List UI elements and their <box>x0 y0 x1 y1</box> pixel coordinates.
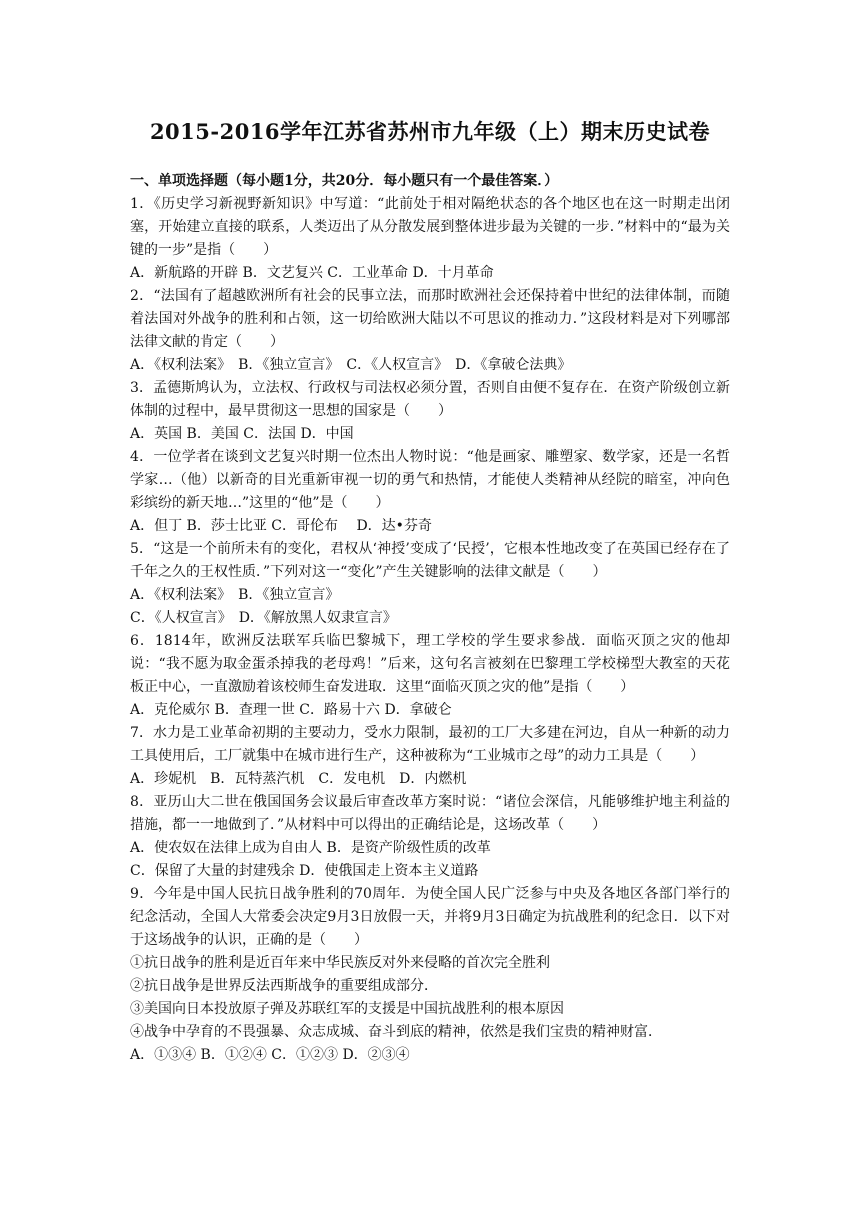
question-options: C．《人权宣言》 D．《解放黑人奴隶宣言》 <box>130 610 397 626</box>
question-options: A．①③④ B．①②④ C．①②③ D．②③④ <box>130 1047 410 1063</box>
question-options: A．克伦威尔 B．查理一世 C．路易十六 D．拿破仑 <box>130 702 452 718</box>
question-stem: 9．今年是中国人民抗日战争胜利的70周年．为使全国人民广泛参与中央及各地区各部门举行的纪念活动，全国人大常委会决定9月3日放假一天，并将9月3日确定为抗战胜利的纪念日．以下对于这场战争的认识，正确的是（ ） <box>130 886 730 948</box>
question-6 <box>130 630 730 722</box>
question-9 <box>130 883 730 1067</box>
question-stem: 3．孟德斯鸠认为，立法权、行政权与司法权必须分置，否则自由便不复存在．在资产阶级创立新体制的过程中，最早贯彻这一思想的国家是（ ） <box>130 380 730 419</box>
question-7 <box>130 722 730 791</box>
question-options: A．使农奴在法律上成为自由人 B．是资产阶级性质的改革 <box>130 840 491 856</box>
statement-item: ③美国向日本投放原子弹及苏联红军的支援是中国抗战胜利的根本原因 <box>130 1001 564 1017</box>
statement-item: ①抗日战争的胜利是近百年来中华民族反对外来侵略的首次完全胜利 <box>130 955 550 971</box>
question-4 <box>130 446 730 538</box>
question-2 <box>130 285 730 377</box>
question-options: C．保留了大量的封建残余 D．使俄国走上资本主义道路 <box>130 863 479 879</box>
statement-item: ②抗日战争是世界反法西斯战争的重要组成部分． <box>130 978 438 994</box>
question-stem: 1．《历史学习新视野新知识》中写道：“此前处于相对隔绝状态的各个地区也在这一时期走出闭塞，开始建立直接的联系，人类迈出了从分散发展到整体进步最为关键的一步．”材料中的“最为关键的一步”是指（ ） <box>130 196 730 258</box>
section-heading: 一、单项选择题（每小题1分，共20分．每小题只有一个最佳答案．） <box>130 173 559 189</box>
question-stem: 8．亚历山大二世在俄国国务会议最后审查改革方案时说：“诸位会深信，凡能够维护地主利益的措施，都一一地做到了．”从材料中可以得出的正确结论是，这场改革（ ） <box>130 794 730 833</box>
question-stem: 5．“这是一个前所未有的变化，君权从‘神授’变成了‘民授’，它根本性地改变了在英国已经存在了千年之久的王权性质．”下列对这一“变化”产生关键影响的法律文献是（ ） <box>130 541 730 580</box>
question-options: A．《权利法案》 B．《独立宣言》 C．《人权宣言》 D．《拿破仑法典》 <box>130 357 572 373</box>
question-stem: 4．一位学者在谈到文艺复兴时期一位杰出人物时说：“他是画家、雕塑家、数学家，还是一名哲学家…（他）以新奇的目光重新审视一切的勇气和热情，才能使人类精神从经院的暗室，冲向色彩缤纷的新天地…”这里的“他”是（ ） <box>130 449 730 511</box>
question-options: A．珍妮机 B．瓦特蒸汽机 C．发电机 D．内燃机 <box>130 771 467 787</box>
statement-list <box>130 952 730 1044</box>
question-3 <box>130 377 730 446</box>
statement-item: ④战争中孕育的不畏强暴、众志成城、奋斗到底的精神，依然是我们宝贵的精神财富． <box>130 1024 662 1040</box>
question-stem: 2．“法国有了超越欧洲所有社会的民事立法，而那时欧洲社会还保持着中世纪的法律体制，而随着法国对外战争的胜利和占领，这一切给欧洲大陆以不可思议的推动力．”这段材料是对下列哪部法律文献的肯定（ ） <box>130 288 730 350</box>
question-options: A．英国 B．美国 C．法国 D．中国 <box>130 426 354 442</box>
exam-content <box>130 170 730 1067</box>
question-options: A．但丁 B．莎士比亚 C．哥伦布 D．达•芬奇 <box>130 518 432 534</box>
question-options: A．新航路的开辟 B．文艺复兴 C．工业革命 D．十月革命 <box>130 265 494 281</box>
question-stem: 6．1814年，欧洲反法联军兵临巴黎城下，理工学校的学生要求参战．面临灭顶之灾的他却说：“我不愿为取金蛋杀掉我的老母鸡！”后来，这句名言被刻在巴黎理工学校梯型大教室的天花板正中心，一直激励着该校师生奋发进取．这里“面临灭顶之灾的他”是指（ ） <box>130 633 730 695</box>
question-options: A．《权利法案》 B．《独立宣言》 <box>130 587 340 603</box>
question-8 <box>130 791 730 883</box>
question-stem: 7．水力是工业革命初期的主要动力，受水力限制，最初的工厂大多建在河边，自从一种新的动力工具使用后，工厂就集中在城市进行生产，这种被称为“工业城市之母”的动力工具是（ ） <box>130 725 730 764</box>
page-title: 2015-2016学年江苏省苏州市九年级（上）期末历史试卷 <box>149 119 711 144</box>
question-1 <box>130 193 730 285</box>
question-5 <box>130 538 730 630</box>
